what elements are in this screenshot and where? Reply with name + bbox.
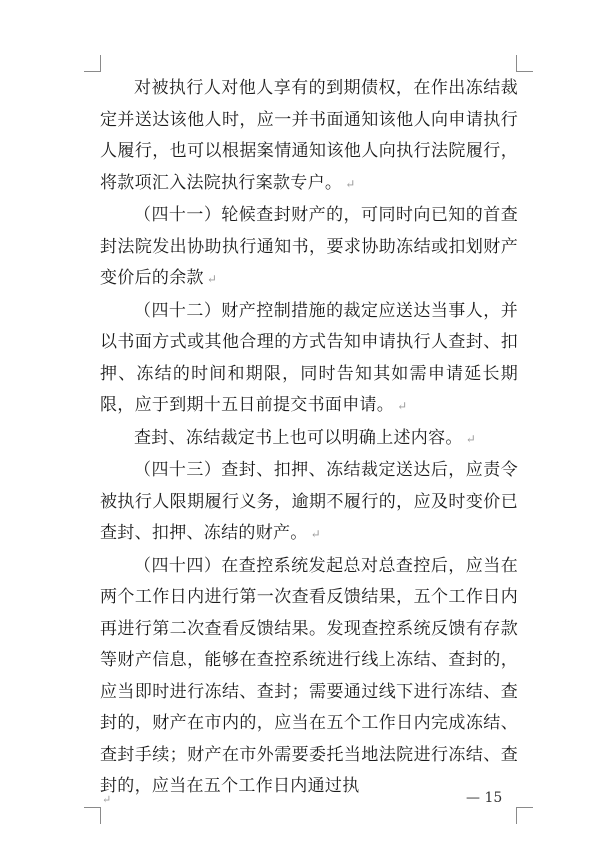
paragraph <box>100 200 518 296</box>
paragraph <box>100 296 518 423</box>
paragraph-mark: ↵ <box>310 527 321 541</box>
paragraph-mark: ↵ <box>397 399 408 413</box>
footer-paragraph-mark: ↵ <box>102 793 112 806</box>
crop-mark-bottom-left <box>84 807 101 824</box>
document-body <box>100 73 518 804</box>
paragraph-text: （四十三）查封、扣押、冻结裁定送达后，应责令被执行人限期履行义务，逾期不履行的，应及时变价已查封、扣押、冻结的财产。 <box>100 460 518 543</box>
page-number: — 15 <box>466 790 503 806</box>
paragraph-mark: ↵ <box>345 176 356 191</box>
paragraph-mark: ↵ <box>206 272 218 286</box>
paragraph-text: （四十一）轮候查封财产的，可同时向已知的首查封法院发出协助执行通知书，要求协助冻结或扣划财产变价后的余款 <box>100 205 518 288</box>
paragraph <box>100 73 518 200</box>
paragraph-mark: ↵ <box>465 431 477 446</box>
paragraph-text: （四十四）在查控系统发起总对总查控后，应当在两个工作日内进行第一次查看反馈结果，五个工作日内再进行第二次查看反馈结果。发现查控系统反馈有存款等财产信息，能够在查控系统进行线上冻结、查封的，应当即时进行冻结、查封；需要通过线下进行冻结、查封的，财产在市内的，应当在五个工作日内完成冻结、查封手续；财产在市外需要委托当地法院进行冻结、查封的，应当在五个工作日内通过执 <box>100 555 518 796</box>
paragraph <box>100 455 518 551</box>
paragraph <box>100 423 518 456</box>
paragraph-text: 对被执行人对他人享有的到期债权，在作出冻结裁定并送达该他人时，应一并书面通知该他人向申请执行人履行，也可以根据案情通知该他人向执行法院履行，将款项汇入法院执行案款专户。 <box>100 78 518 193</box>
crop-mark-top-right <box>516 55 533 72</box>
paragraph <box>100 551 518 804</box>
crop-mark-bottom-right <box>516 807 533 824</box>
crop-mark-top-left <box>84 55 101 72</box>
paragraph-text: （四十二）财产控制措施的裁定应送达当事人，并以书面方式或其他合理的方式告知申请执行人查封、扣押、冻结的时间和期限，同时告知其如需申请延长期限，应于到期十五日前提交书面申请。 <box>100 300 518 415</box>
paragraph-text: 查封、冻结裁定书上也可以明确上述内容。 <box>134 427 463 448</box>
